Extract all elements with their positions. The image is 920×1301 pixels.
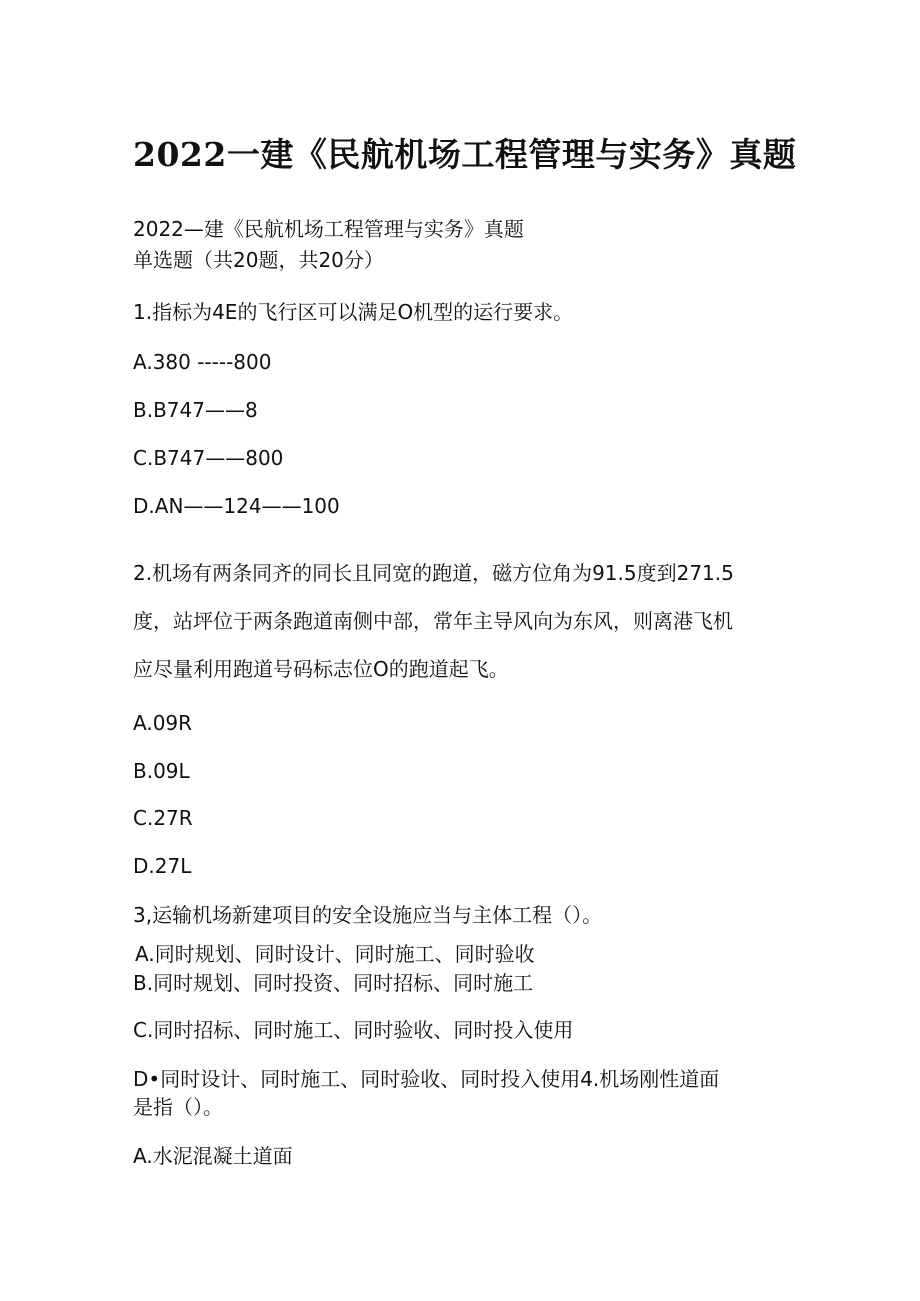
question-1-option-c: C.B747——800 — [133, 446, 284, 470]
section-heading: 单选题（共20题，共20分） — [133, 248, 384, 272]
question-3-option-b: B.同时规划、同时投资、同时招标、同时施工 — [133, 971, 534, 995]
question-3-stem: 3,运输机场新建项目的安全设施应当与主体工程（）。 — [133, 903, 603, 927]
question-2-stem-line-2: 度，站坪位于两条跑道南侧中部，常年主导风向为东风，则离港飞机 — [133, 609, 733, 633]
question-4-stem-continuation: 是指（）。 — [133, 1095, 223, 1119]
document-subtitle: 2022—建《民航机场工程管理与实务》真题 — [133, 217, 524, 241]
question-3-option-a: A.同时规划、同时设计、同时施工、同时验收 — [135, 942, 535, 966]
question-2-option-d: D.27L — [133, 854, 192, 878]
question-3-option-c: C.同时招标、同时施工、同时验收、同时投入使用 — [133, 1018, 574, 1042]
question-2-option-b: B.09L — [133, 759, 190, 783]
question-2-option-c: C.27R — [133, 806, 193, 830]
question-1-stem: 1.指标为4E的飞行区可以满足O机型的运行要求。 — [133, 300, 574, 324]
document-title: 2022一建《民航机场工程管理与实务》真题 — [133, 135, 797, 174]
question-1-option-d: D.AN——124——100 — [133, 494, 340, 518]
question-2-stem-line-1: 2.机场有两条同齐的同长且同宽的跑道，磁方位角为91.5度到271.5 — [133, 561, 734, 585]
question-2-option-a: A.09R — [133, 711, 193, 735]
question-4-option-a: A.水泥混凝土道面 — [133, 1144, 293, 1168]
question-2-stem-line-3: 应尽量利用跑道号码标志位O的跑道起飞。 — [133, 657, 509, 681]
question-1-option-a: A.380 -----800 — [133, 350, 272, 374]
question-3-option-d: D•同时设计、同时施工、同时验收、同时投入使用4.机场刚性道面 — [133, 1067, 720, 1091]
question-1-option-b: B.B747——8 — [133, 398, 258, 422]
